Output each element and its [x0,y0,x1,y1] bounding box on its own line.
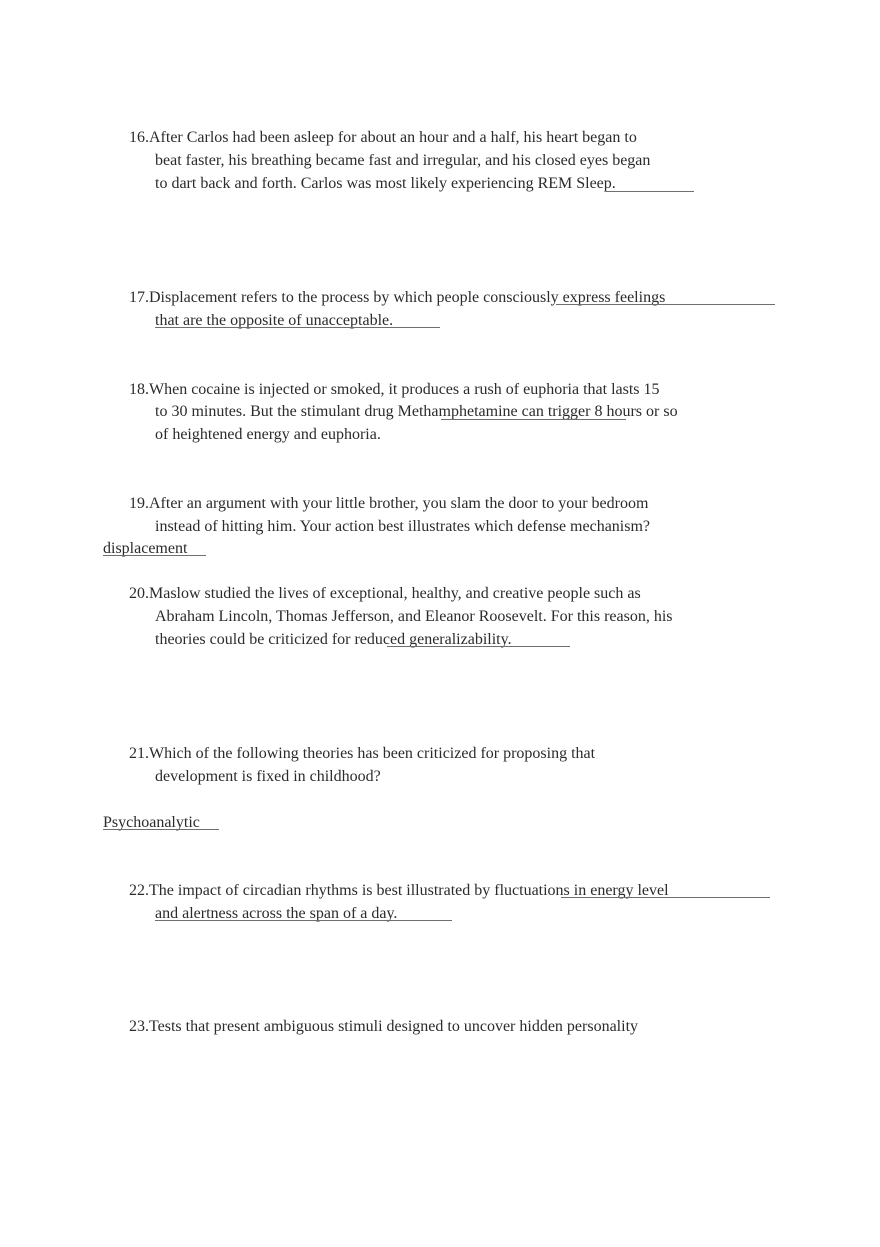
question-16-line-1 [129,129,637,147]
question-17-answer-underline-1 [556,304,775,305]
question-19-line-1 [129,495,648,513]
question-16-line-3: to dart back and forth. Carlos was most likely experiencing REM Sleep. [155,175,616,192]
question-21-number: 21. [129,745,149,762]
question-19-answer: displacement [103,540,188,557]
question-21-answer-underline [103,829,219,830]
question-16-text-1: After Carlos had been asleep for about an hour and a half, his heart began to [149,129,637,146]
question-20-number: 20. [129,585,149,602]
question-18-text-1: When cocaine is injected or smoked, it produces a rush of euphoria that lasts 15 [149,381,660,398]
question-22-answer-underline-1 [561,897,770,898]
question-20-line-1 [129,585,641,603]
question-17-answer-underline-2 [155,327,440,328]
question-20-answer-underline [387,646,570,647]
question-17-text-1: Displacement refers to the process by which people consciously express feelings [149,289,666,306]
question-18-number: 18. [129,381,149,398]
question-17-number: 17. [129,289,149,306]
question-21-line-1 [129,745,595,763]
question-16-number: 16. [129,129,149,146]
question-20-line-3: theories could be criticized for reduced generalizability. [155,631,512,648]
question-21-text-1: Which of the following theories has been criticized for proposing that [149,745,596,762]
question-22-line-2: and alertness across the span of a day. [155,905,398,922]
question-22-text-1: The impact of circadian rhythms is best illustrated by fluctuations in energy level [149,882,669,899]
question-18-line-2: to 30 minutes. But the stimulant drug Methamphetamine can trigger 8 hours or so [155,403,678,420]
question-18-line-1 [129,381,660,399]
question-21-line-2: development is fixed in childhood? [155,768,381,785]
question-16-line-2: beat faster, his breathing became fast and irregular, and his closed eyes began [155,152,651,169]
question-19-answer-underline [103,555,206,556]
question-19-text-1: After an argument with your little brother, you slam the door to your bedroom [149,495,649,512]
question-23-line-1 [129,1018,638,1036]
question-16-answer-underline [606,191,694,192]
question-20-line-2: Abraham Lincoln, Thomas Jefferson, and Eleanor Roosevelt. For this reason, his [155,608,673,625]
question-23-text-1: Tests that present ambiguous stimuli designed to uncover hidden personality [149,1018,639,1035]
question-17-line-2: that are the opposite of unacceptable. [155,312,394,329]
question-18-answer-underline [441,419,626,420]
question-19-line-2: instead of hitting him. Your action best illustrates which defense mechanism? [155,518,651,535]
question-22-number: 22. [129,882,149,899]
question-19-number: 19. [129,495,149,512]
question-18-line-3: of heightened energy and euphoria. [155,426,381,443]
question-23-number: 23. [129,1018,149,1035]
question-22-answer-underline-2 [155,920,452,921]
question-21-answer: Psychoanalytic [103,814,200,831]
question-20-text-1: Maslow studied the lives of exceptional, healthy, and creative people such as [149,585,641,602]
